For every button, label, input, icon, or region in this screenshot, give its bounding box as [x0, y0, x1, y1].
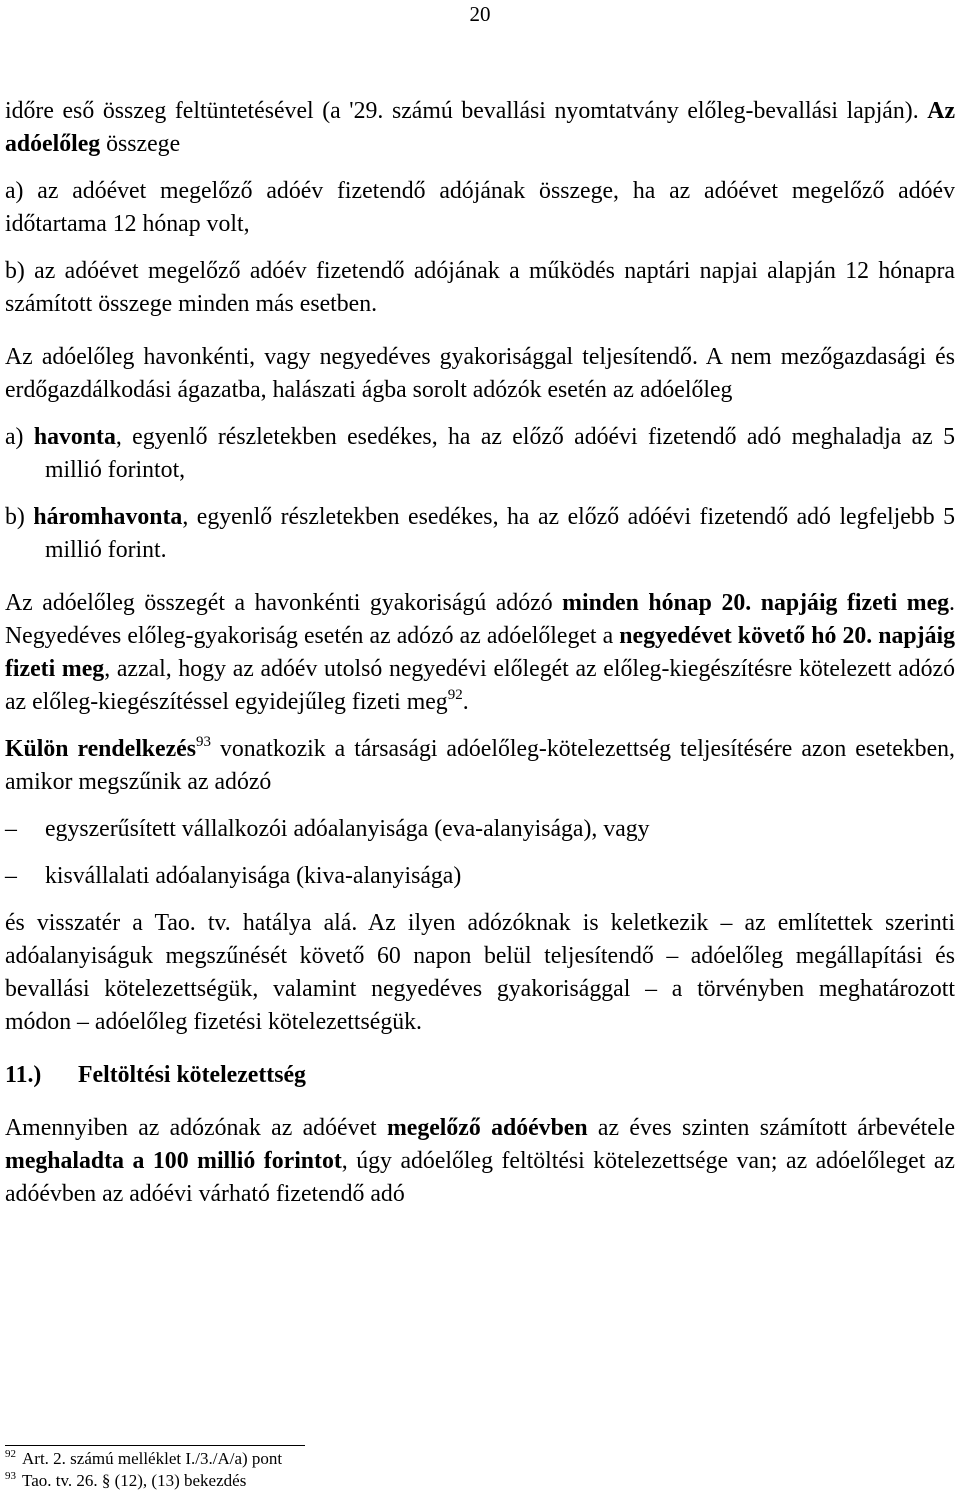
frequency-paragraph: Az adóelőleg havonkénti, vagy negyedéves gyakorisággal teljesítendő. A nem mezőgazdasági és erdőgazdálkodási ágazatba, halászati ágba sorolt adózók esetén az adóelőleg: [5, 344, 955, 403]
dash-marker: –: [5, 816, 17, 842]
bold-run: meghaladta a 100 millió forintot: [5, 1148, 342, 1174]
body-text: [5, 95, 955, 1211]
list1-item-b: b) az adóévet megelőző adóév fizetendő adójának a működés naptári napjai alapján 12 hónapra számított összege minden más esetben.: [5, 258, 955, 317]
dash-item: [5, 813, 955, 846]
page-number: 20: [469, 2, 491, 26]
list2-label: b): [5, 504, 25, 530]
section-heading: [5, 1059, 955, 1092]
list2-bold: havonta: [33, 424, 116, 450]
text-run: .: [462, 689, 469, 715]
text-run: vonatkozik a társasági adóelőleg-kötelezettség teljesítésére azon esetekben, amikor megszűnik az adózó: [5, 736, 955, 795]
dash-item: [5, 860, 955, 893]
dash-marker: –: [5, 863, 17, 889]
list1-item-a: a) az adóévet megelőző adóév fizetendő adójának összege, ha az adóévet megelőző adóév időtartama 12 hónap volt,: [5, 178, 955, 237]
intro-tail: összege: [106, 131, 181, 157]
footnote-divider: [5, 1445, 305, 1446]
list2-text: , egyenlő részletekben esedékes, ha az előző adóévi fizetendő adó legfeljebb 5 millió forint.: [45, 504, 955, 563]
footnote-ref-92[interactable]: 92: [447, 687, 463, 703]
text-run: Az adóelőleg összegét a havonkénti gyakoriságú adózó: [5, 590, 563, 616]
footnote-92: [5, 1448, 605, 1470]
section-title: Feltöltési kötelezettség: [78, 1062, 306, 1088]
dash-text: egyszerűsített vállalkozói adóalanyisága (eva-alanyisága), vagy: [45, 816, 650, 842]
intro-text: időre eső összeg feltüntetésével (a '29. számú bevallási nyomtatvány előleg-bevallási lapján).: [5, 98, 919, 124]
list2-item-b: [5, 501, 955, 567]
footnote-number: 92: [5, 1448, 16, 1460]
footnote-text: Tao. tv. 26. § (12), (13) bekezdés: [22, 1471, 247, 1490]
list2-text: , egyenlő részletekben esedékes, ha az előző adóévi fizetendő adó meghaladja az 5 millió forintot,: [45, 424, 955, 483]
list2-bold: háromhavonta: [33, 504, 183, 530]
return-to-tao-paragraph: és visszatér a Tao. tv. hatálya alá. Az ilyen adózóknak is keletkezik – az említettek szerinti adóalanyiságuk megszűnését követő 60 napon belül teljesítendő – adóelőleg megállapítási és bevallási kötelezettségük, valamint negyedéves gyakorisággal – a törvényben meghatározott módon – adóelőleg fizetési kötelezettségük.: [5, 910, 955, 1035]
section-number: 11.): [5, 1062, 42, 1088]
text-run: az éves szinten számított árbevétele: [587, 1115, 956, 1141]
special-provision-paragraph: [5, 733, 955, 799]
intro-bold: Az adóelőleg: [5, 98, 956, 157]
list2-item-a: [5, 421, 955, 487]
text-run: , azzal, hogy az adóév utolsó negyedévi előlegét az előleg-kiegészítésre kötelezett adózó az előleg-kiegészítéssel egyidejűleg fizeti meg: [5, 656, 956, 715]
footnote-ref-93[interactable]: 93: [195, 734, 211, 750]
text-run: Amennyiben az adózónak az adóévet: [5, 1115, 387, 1141]
footnote-number: 93: [5, 1470, 16, 1482]
bold-run: minden hónap 20. napjáig fizeti meg: [562, 590, 950, 616]
text-run: , úgy adóelőleg feltöltési kötelezettsége van; az adóelőleget az adóévben az adóévi várható fizetendő adó: [5, 1148, 955, 1207]
footnote-text: Art. 2. számú melléklet I./3./A/a) pont: [22, 1449, 283, 1468]
dash-text: kisvállalati adóalanyisága (kiva-alanyisága): [45, 863, 462, 889]
bold-run: Külön rendelkezés: [5, 736, 196, 762]
bold-run: megelőző adóévben: [386, 1115, 588, 1141]
payment-deadline-paragraph: [5, 587, 955, 719]
footnote-93: [5, 1470, 605, 1492]
intro-paragraph: [5, 95, 955, 161]
footnotes: [5, 1445, 605, 1492]
list2-label: a): [5, 424, 24, 450]
text-run: . Negyedéves előleg-gyakoriság esetén az adózó az adóelőleget a: [5, 590, 955, 649]
bold-run: negyedévet követő hó 20. napjáig fizeti meg: [5, 623, 955, 682]
top-up-paragraph: [5, 1112, 955, 1211]
